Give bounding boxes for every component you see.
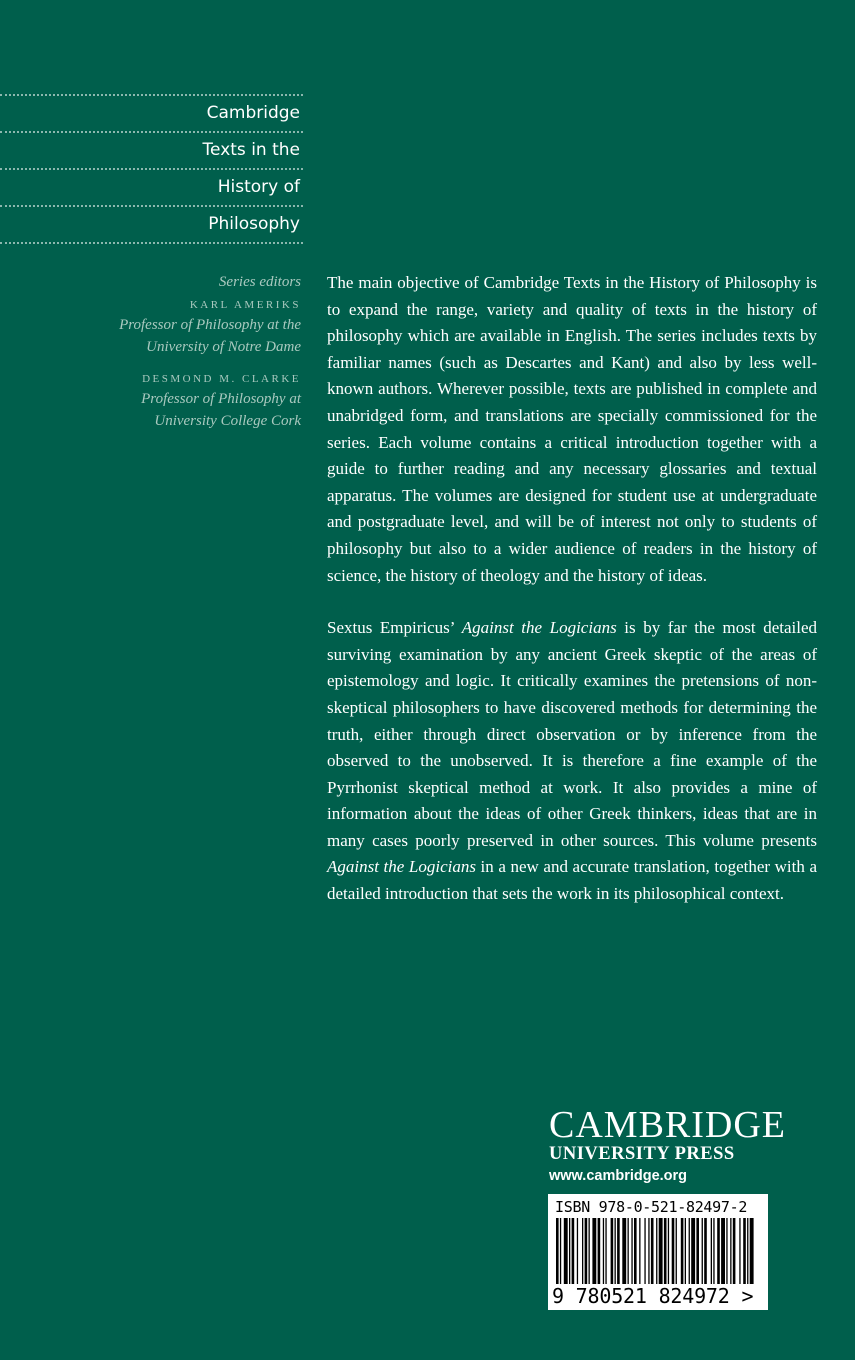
barcode-bar [651,1218,654,1290]
barcode-bars [556,1218,760,1290]
barcode-digits: 9 780521 824972 > [552,1284,754,1308]
isbn-label: ISBN 978-0-521-82497-2 [555,1198,748,1216]
barcode-bar [564,1218,568,1290]
barcode-bar [681,1218,684,1290]
series-title-block [0,94,303,244]
barcode-bar [639,1218,640,1290]
publisher-subtitle: UNIVERSITY PRESS [549,1144,735,1164]
barcode-bar [648,1218,649,1290]
dotted-divider [0,242,303,244]
editor-affiliation: University College Cork [154,413,301,429]
barcode-bar [747,1218,748,1290]
publisher-initial: CAMBRIDGE [549,1104,787,1146]
barcode-bar [605,1218,606,1290]
barcode-bar [689,1218,690,1290]
editor-name: KARL AMERIKS [189,299,301,311]
barcode-bar [702,1218,703,1290]
barcode-bar [726,1218,727,1290]
barcode-bar [644,1218,645,1290]
editor-affiliation: Professor of Philosophy at [141,391,301,407]
barcode-bar [721,1218,725,1290]
barcode [548,1194,768,1310]
blurb [327,270,817,934]
barcode-bar [676,1218,677,1290]
editor-affiliation: Professor of Philosophy at the [119,317,301,333]
barcode-bar [572,1218,575,1290]
barcode-bar [713,1218,714,1290]
barcode-bar [668,1218,669,1290]
publisher-logo [549,1104,787,1187]
barcode-bar [556,1218,559,1290]
book-title: Against the Logicians [327,857,476,877]
barcode-bar [717,1218,720,1290]
series-title-line: Philosophy [208,214,300,234]
barcode-bar [585,1218,588,1290]
publisher-url: www.cambridge.org [549,1168,688,1184]
barcode-bar [750,1218,754,1290]
series-title-line: Texts in the [202,140,300,160]
barcode-bar [598,1218,601,1290]
barcode-bar [691,1218,695,1290]
book-description-paragraph: Sextus Empiricus’ Against the Logicians is by far the most detailed surviving examination by any ancient Greek skeptic of the areas of epistemology and logic. It critically examines the pretensions of non-skeptical philosophers to have discovered methods for determining the truth, either through direct observation or by inference from the observed to the unobserved. It is therefore a fine example of the Pyrrhonist skeptical method at work. It also provides a mine of information about the ideas of other Greek thinkers, ideas that are in many cases poorly preserved in other sources. This volume presents Against the Logicians in a new and accurate translation, together with a detailed introduction that sets the work in its philosophical context. [327,618,817,904]
barcode-bar [622,1218,626,1290]
barcode-bar [577,1218,578,1290]
barcode-bar [611,1218,614,1290]
barcode-bar [743,1218,746,1290]
barcode-bar [582,1218,583,1290]
barcode-bar [592,1218,596,1290]
barcode-bar [569,1218,570,1290]
series-title-line: Cambridge [206,103,300,123]
editor-affiliation: University of Notre Dame [146,339,301,355]
series-description-paragraph: The main objective of Cambridge Texts in the History of Philosophy is to expand the range, variety and quality of texts in the history of philosophy which are available in English. The series includes texts by familiar names (such as Descartes and Kant) and also by less well-known authors. Wherever possible, texts are published in complete and unabridged form, and translations are specially commissioned for the series. Each volume contains a critical introduction together with a guide to further reading and any necessary glossaries and textual apparatus. The volumes are designed for student use at undergraduate and postgraduate level, and will be of interest not only to students of philosophy but also to a wider audience of readers in the history of science, the history of theology and the history of ideas. [327,273,817,585]
barcode-bar [560,1218,561,1290]
barcode-bar [656,1218,657,1290]
barcode-bar [628,1218,629,1290]
barcode-bar [711,1218,712,1290]
barcode-bar [685,1218,686,1290]
barcode-bar [664,1218,667,1290]
barcode-bar [617,1218,620,1290]
barcode-bar [615,1218,616,1290]
barcode-bar [733,1218,736,1290]
editor-name: DESMOND M. CLARKE [142,373,301,385]
barcode-bar [589,1218,590,1290]
barcode-bar [631,1218,632,1290]
publisher-name [549,1104,787,1146]
barcode-bar [672,1218,675,1290]
series-editors-label: Series editors [218,274,301,290]
barcode-bar [704,1218,707,1290]
barcode-bar [634,1218,637,1290]
barcode-bar [730,1218,731,1290]
series-editors [60,272,301,432]
book-title: Against the Logicians [461,618,617,638]
barcode-bar [603,1218,604,1290]
series-title-line: History of [217,177,300,197]
barcode-bar [659,1218,663,1290]
barcode-bar [739,1218,740,1290]
barcode-bar [696,1218,699,1290]
